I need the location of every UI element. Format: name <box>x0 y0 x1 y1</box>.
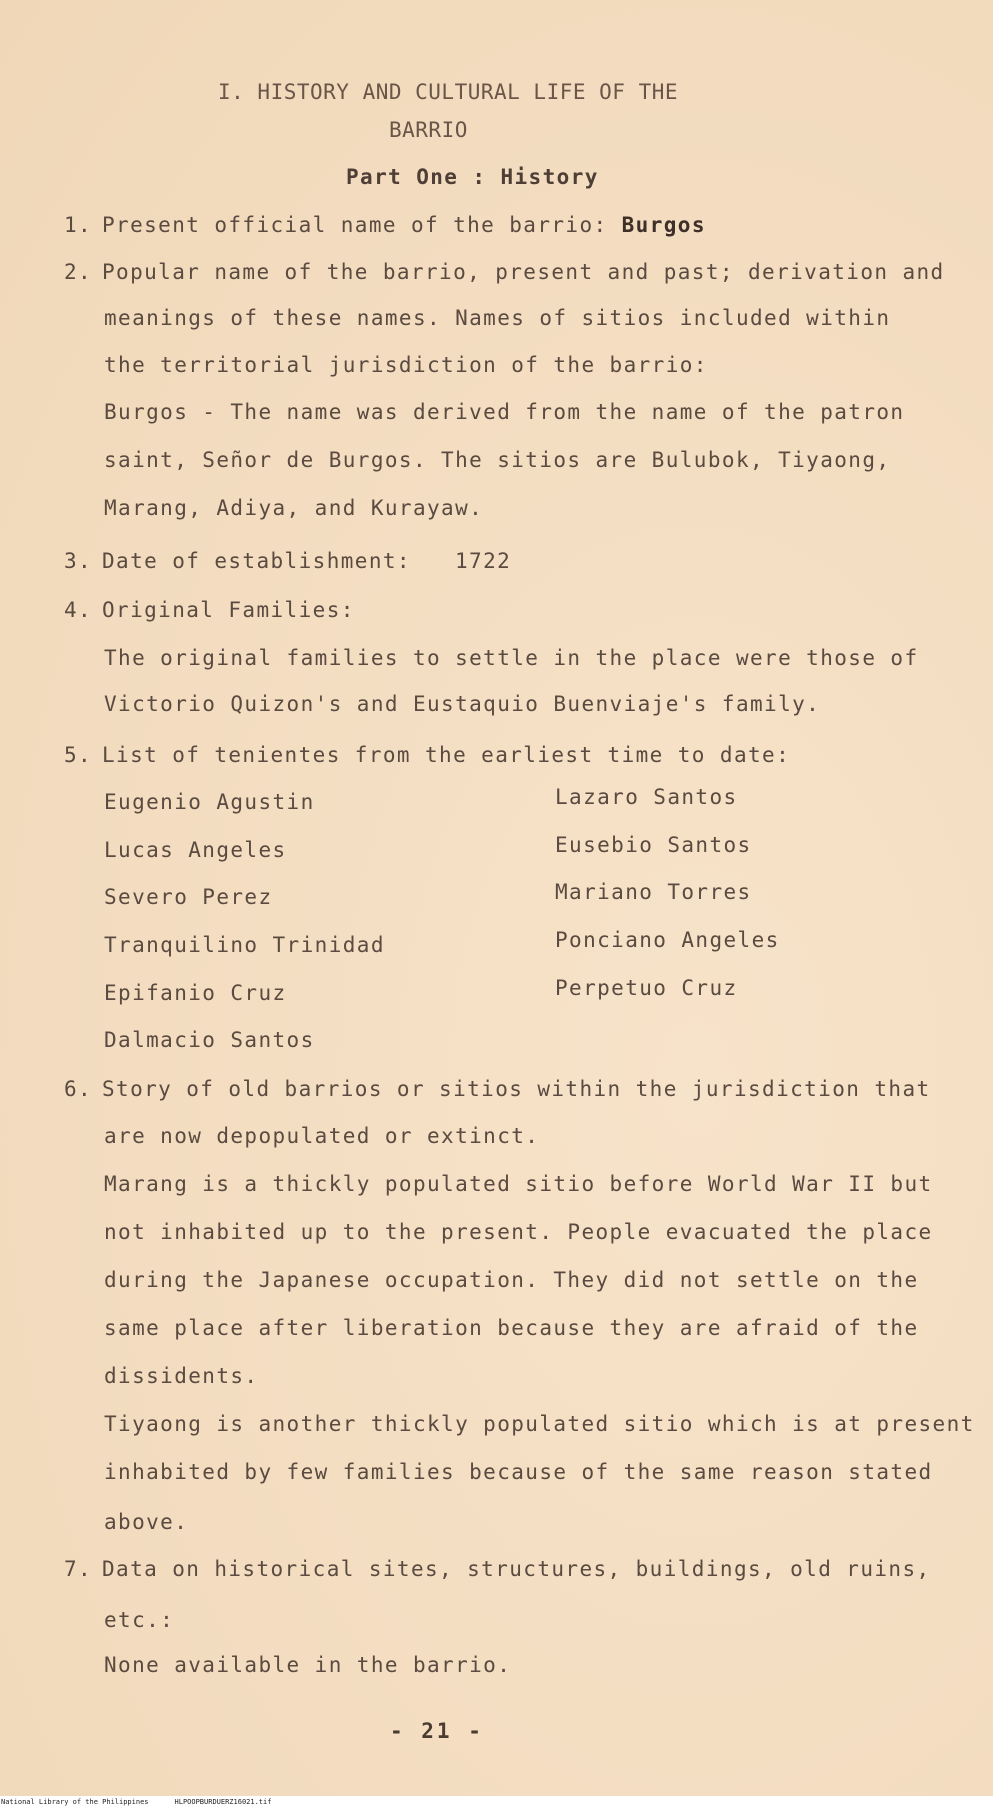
item-7-line-2: etc.: <box>104 1608 175 1632</box>
item-label: List of tenientes from the earliest time to date: <box>102 743 791 767</box>
item-7-line-3: None available in the barrio. <box>104 1653 512 1677</box>
item-6-line-5: during the Japanese occupation. They did not settle on the <box>104 1268 919 1292</box>
scan-footer <box>0 1796 993 1808</box>
item-1 <box>64 213 706 237</box>
item-3 <box>64 549 511 573</box>
item-2-line-3: the territorial jurisdiction of the barrio: <box>104 353 708 377</box>
file-id: HLPOOPBURDUERZ16021.tif <box>174 1798 272 1806</box>
item-6-line-6: same place after liberation because they are afraid of the <box>104 1316 919 1340</box>
item-text: Story of old barrios or sitios within the jurisdiction that <box>102 1077 931 1101</box>
item-text: Popular name of the barrio, present and past; derivation and <box>102 260 945 284</box>
page-title-line2: BARRIO <box>389 118 468 142</box>
library-credit: National Library of the Philippines <box>1 1798 149 1806</box>
item-7-line-1 <box>64 1557 931 1581</box>
item-number: 1. <box>64 213 93 237</box>
item-6-line-3: Marang is a thickly populated sitio before World War II but <box>104 1172 933 1196</box>
page-number: - 21 - <box>390 1719 484 1743</box>
item-2-line-4: Burgos - The name was derived from the name of the patron <box>104 400 905 424</box>
teniente-left-6: Dalmacio Santos <box>104 1028 315 1052</box>
item-6-line-2: are now depopulated or extinct. <box>104 1124 540 1148</box>
item-6-line-4: not inhabited up to the present. People evacuated the place <box>104 1220 933 1244</box>
item-label: Original Families: <box>102 598 355 622</box>
item-number: 4. <box>64 598 93 622</box>
item-number: 5. <box>64 743 93 767</box>
item-number: 2. <box>64 260 93 284</box>
item-label: Present official name of the barrio: <box>102 213 608 237</box>
item-2-line-1 <box>64 260 945 284</box>
teniente-right-2: Eusebio Santos <box>555 833 752 857</box>
barrio-name-value: Burgos <box>621 213 706 237</box>
teniente-left-4: Tranquilino Trinidad <box>104 933 385 957</box>
item-2-line-6: Marang, Adiya, and Kurayaw. <box>104 496 484 520</box>
teniente-right-3: Mariano Torres <box>555 880 752 904</box>
teniente-left-3: Severo Perez <box>104 885 273 909</box>
item-label: Date of establishment: <box>102 549 411 573</box>
teniente-left-5: Epifanio Cruz <box>104 981 287 1005</box>
item-6-line-1 <box>64 1077 931 1101</box>
teniente-right-5: Perpetuo Cruz <box>555 976 738 1000</box>
item-number: 3. <box>64 549 93 573</box>
item-4-line-1: The original families to settle in the place were those of <box>104 646 919 670</box>
item-2-line-5: saint, Señor de Burgos. The sitios are Bulubok, Tiyaong, <box>104 448 891 472</box>
page-title-line1: I. HISTORY AND CULTURAL LIFE OF THE <box>218 80 679 104</box>
item-6-line-10: above. <box>104 1510 189 1534</box>
item-5 <box>64 743 790 767</box>
teniente-right-1: Lazaro Santos <box>555 785 738 809</box>
item-2-line-2: meanings of these names. Names of sitios included within <box>104 306 891 330</box>
item-4-line-2: Victorio Quizon's and Eustaquio Buenviaje's family. <box>104 692 821 716</box>
item-6-line-7: dissidents. <box>104 1364 259 1388</box>
item-number: 6. <box>64 1077 93 1101</box>
item-6-line-9: inhabited by few families because of the same reason stated <box>104 1460 933 1484</box>
item-6-line-8: Tiyaong is another thickly populated sitio which is at present <box>104 1412 975 1436</box>
item-number: 7. <box>64 1557 93 1581</box>
item-4 <box>64 598 355 622</box>
teniente-left-2: Lucas Angeles <box>104 838 287 862</box>
page-subtitle: Part One : History <box>346 165 599 189</box>
teniente-left-1: Eugenio Agustin <box>104 790 315 814</box>
establishment-date-value: 1722 <box>455 549 512 573</box>
teniente-right-4: Ponciano Angeles <box>555 928 780 952</box>
item-text: Data on historical sites, structures, buildings, old ruins, <box>102 1557 931 1581</box>
